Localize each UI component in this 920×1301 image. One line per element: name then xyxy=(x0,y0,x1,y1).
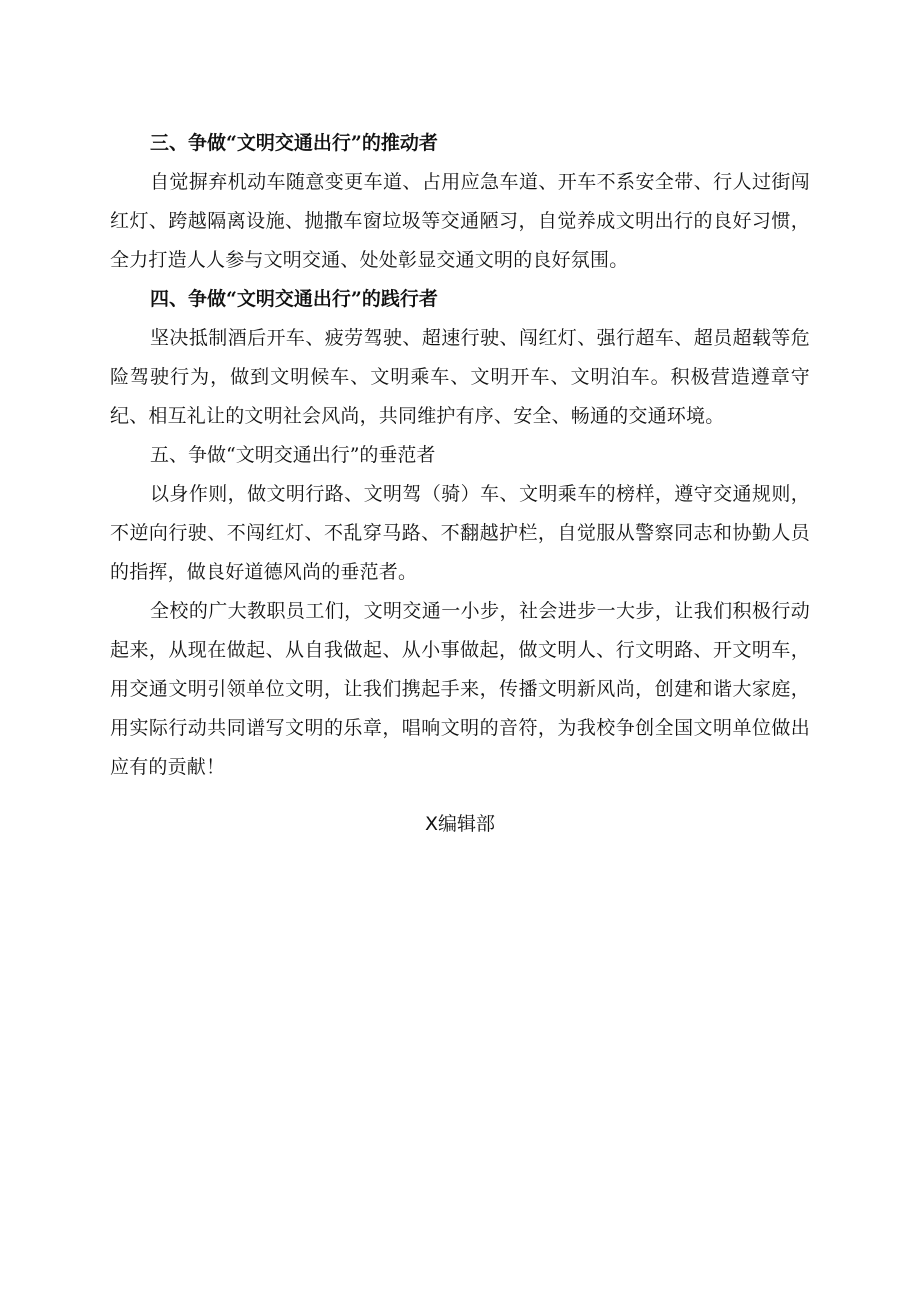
section-heading-4: 四、争做“文明交通出行”的践行者 xyxy=(150,288,438,310)
section-paragraph-5: 以身作则，做文明行路、文明驾（骑）车、文明乘车的榜样，遵守交通规则，不逆向行驶、不闯红灯、不乱穿马路、不翻越护栏，自觉服从警察同志和协勤人员的指挥，做良好道德风尚的垂范者。 xyxy=(110,483,810,583)
signature: X编辑部 xyxy=(424,813,496,835)
section-paragraph-4: 坚决抵制酒后开车、疲劳驾驶、超速行驶、闯红灯、强行超车、超员超载等危险驾驶行为，做到文明候车、文明乘车、文明开车、文明泊车。积极营造遵章守纪、相互礼让的文明社会风尚，共同维护有序、安全、畅通的交通环境。 xyxy=(110,327,810,427)
section-heading-3: 三、争做“文明交通出行”的推动者 xyxy=(150,132,438,154)
section-heading-5: 五、争做“文明交通出行”的垂范者 xyxy=(150,444,436,466)
closing-paragraph: 全校的广大教职员工们，文明交通一小步，社会进步一大步，让我们积极行动起来，从现在做起、从自我做起、从小事做起，做文明人、行文明路、开文明车，用交通文明引领单位文明，让我们携起手来，传播文明新风尚，创建和谐大家庭，用实际行动共同谱写文明的乐章，唱响文明的音符，为我校争创全国文明单位做出应有的贡献！ xyxy=(110,600,810,778)
section-paragraph-3: 自觉摒弃机动车随意变更车道、占用应急车道、开车不系安全带、行人过街闯红灯、跨越隔离设施、抛撒车窗垃圾等交通陋习，自觉养成文明出行的良好习惯，全力打造人人参与文明交通、处处彰显交通文明的良好氛围。 xyxy=(110,171,810,271)
